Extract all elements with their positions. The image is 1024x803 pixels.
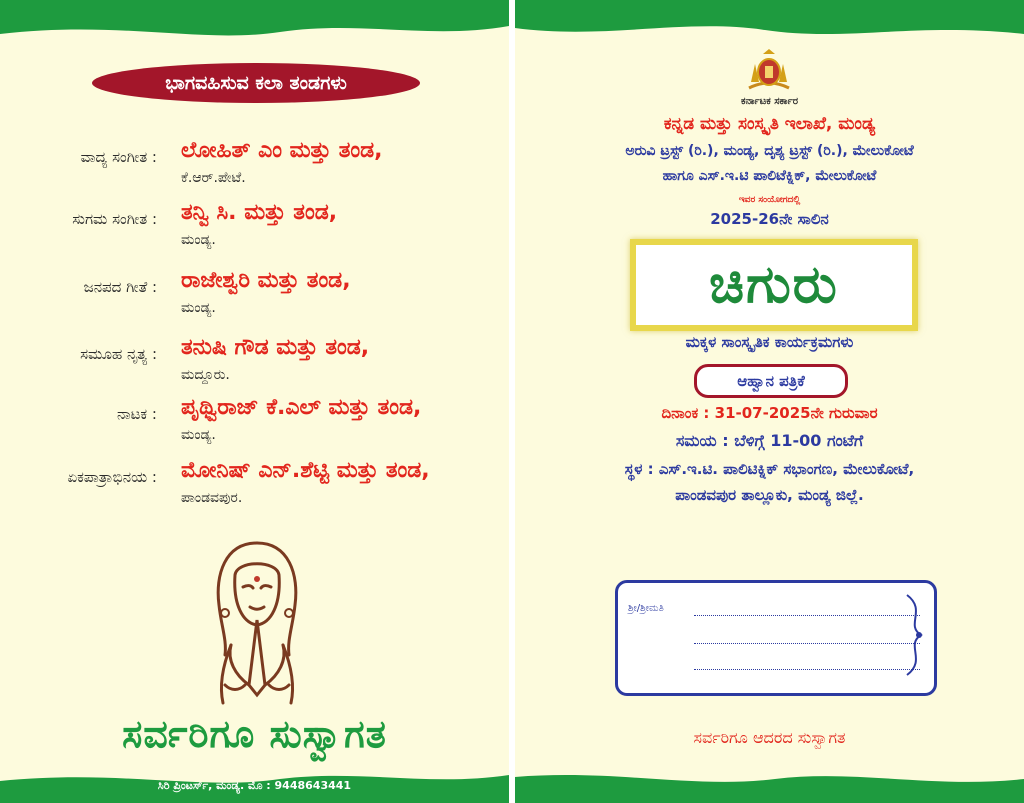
welcome-heading: ಸರ್ವರಿಗೂ ಸುಸ್ವಾಗತ xyxy=(122,712,387,756)
group-place: ಮಂಡ್ಯ. xyxy=(181,232,216,248)
bottom-green-wave xyxy=(515,769,1024,803)
category-label: ಸಮೂಹ ನೃತ್ಯ : xyxy=(80,345,157,363)
trust-line-2: ಹಾಗೂ ಎಸ್.ಇ.ಟಿ ಪಾಲಿಟೆಕ್ನಿಕ್, ಮೇಲುಕೋಟೆ xyxy=(662,168,877,184)
address-line xyxy=(694,615,920,616)
top-green-wave xyxy=(515,0,1024,42)
group-name: ಪೃಥ್ವಿರಾಜ್ ಕೆ.ಎಲ್ ಮತ್ತು ತಂಡ, xyxy=(181,395,422,420)
category-label: ಜನಪದ ಗೀತೆ : xyxy=(83,278,157,296)
karnataka-emblem-icon xyxy=(743,48,795,92)
venue-line-1: ಸ್ಥಳ : ಎಸ್.ಇ.ಟಿ. ಪಾಲಿಟಿಕ್ನಿಕ್ ಸಭಾಂಗಣ, ಮೇಲುಕೋಟೆ, xyxy=(624,460,915,478)
right-flourish-icon xyxy=(901,590,927,680)
event-time: ಸಮಯ : ಬೆಳಿಗ್ಗೆ 11-00 ಗಂಟೆಗೆ xyxy=(675,431,864,450)
event-subtitle: ಮಕ್ಕಳ ಸಾಂಸ್ಕೃತಿಕ ಕಾರ್ಯಕ್ರಮಗಳು xyxy=(685,333,854,351)
category-label: ವಾದ್ಯ ಸಂಗೀತ : xyxy=(80,148,157,166)
address-line xyxy=(694,669,920,670)
footer-welcome: ಸರ್ವರಿಗೂ ಆದರದ ಸುಸ್ವಾಗತ xyxy=(693,728,846,747)
event-date: ದಿನಾಂಕ : 31-07-2025ನೇ ಗುರುವಾರ xyxy=(661,404,878,422)
venue-line-2: ಪಾಂಡವಪುರ ತಾಲ್ಲೂಕು, ಮಂಡ್ಯ ಜಿಲ್ಲೆ. xyxy=(675,486,864,504)
invitation-badge: ಆಹ್ವಾನ ಪತ್ರಿಕೆ xyxy=(694,364,848,398)
category-label: ಸುಗಮ ಸಂಗೀತ : xyxy=(72,210,157,228)
group-place: ಪಾಂಡವಪುರ. xyxy=(181,490,243,506)
year-line: 2025-26ನೇ ಸಾಲಿನ xyxy=(710,210,829,228)
addressee-box xyxy=(615,580,937,696)
namaste-woman-icon xyxy=(205,535,310,715)
group-name: ಮೋನಿಷ್ ಎನ್.ಶೆಟ್ಟಿ ಮತ್ತು ತಂಡ, xyxy=(181,458,430,483)
category-label: ನಾಟಕ : xyxy=(116,405,157,423)
group-place: ಮದ್ದೂರು. xyxy=(181,367,230,383)
category-label: ಏಕಪಾತ್ರಾಭಿನಯ : xyxy=(67,468,157,486)
collaboration-note: ಇವರ ಸಂಯೋಗದಲ್ಲಿ xyxy=(738,195,801,205)
department-name: ಕನ್ನಡ ಮತ್ತು ಸಂಸ್ಕೃತಿ ಇಲಾಖೆ, ಮಂಡ್ಯ xyxy=(663,114,876,134)
gov-name: ಕರ್ನಾಟಕ ಸರ್ಕಾರ xyxy=(740,96,799,107)
top-green-wave xyxy=(0,0,509,42)
right-panel xyxy=(515,0,1024,803)
event-title: ಚಿಗುರು xyxy=(709,254,839,315)
group-name: ಲೋಹಿತ್ ಎಂ ಮತ್ತು ತಂಡ, xyxy=(181,138,383,163)
group-name: ತನುಷಿ ಗೌಡ ಮತ್ತು ತಂಡ, xyxy=(181,335,370,360)
group-name: ರಾಜೇಶ್ವರಿ ಮತ್ತು ತಂಡ, xyxy=(181,268,351,293)
trust-line-1: ಅರುವಿ ಟ್ರಸ್ಟ್ (ರಿ.), ಮಂಡ್ಯ, ದೃಶ್ಯ ಟ್ರಸ್ಟ್ (ರಿ.), ಮೇಲುಕೋಟೆ xyxy=(625,143,914,159)
group-place: ಮಂಡ್ಯ. xyxy=(181,427,216,443)
group-place: ಕೆ.ಆರ್.ಪೇಟೆ. xyxy=(181,170,246,186)
group-place: ಮಂಡ್ಯ. xyxy=(181,300,216,316)
group-name: ತನ್ವಿ ಸಿ. ಮತ್ತು ತಂಡ, xyxy=(181,200,338,225)
event-title-box xyxy=(630,239,918,331)
address-line xyxy=(694,643,920,644)
printer-credit: ಸಿರಿ ಪ್ರಿಂಟರ್ಸ್, ಮಂಡ್ಯ. ಮೊ : 9448643441 xyxy=(157,779,352,792)
left-panel xyxy=(0,0,509,803)
participating-groups-header: ಭಾಗವಹಿಸುವ ಕಲಾ ತಂಡಗಳು xyxy=(92,63,420,103)
addressee-label: ಶ್ರೀ/ಶ್ರೀಮತಿ xyxy=(628,603,664,614)
